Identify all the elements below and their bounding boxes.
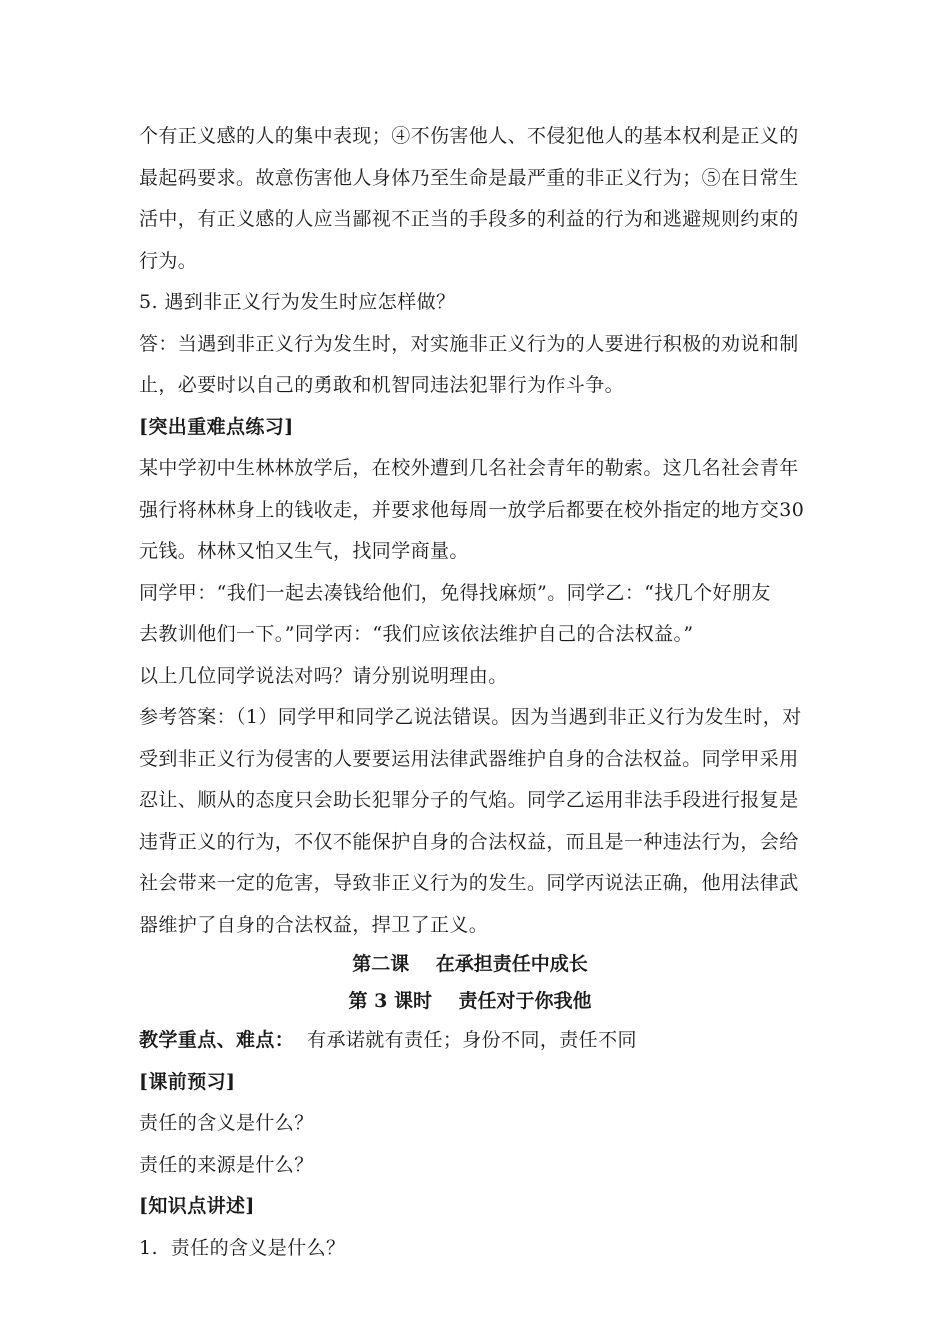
key-points-text: 有承诺就有责任；身份不同，责任不同 — [294, 1029, 637, 1051]
document-page — [139, 116, 805, 1269]
key-points-label: 教学重点、难点： — [139, 1029, 295, 1051]
paragraph-line: 活中，有正义感的人应当鄙视不正当的手段多的利益的行为和逃避规则约束的 — [139, 208, 799, 230]
paragraph-line: 某中学初中生林林放学后，在校外遭到几名社会青年的勒索。这几名社会青年 — [139, 457, 799, 479]
answer-line: 止，必要时以自己的勇敢和机智同违法犯罪行为作斗争。 — [139, 374, 625, 396]
preview-question: 责任的含义是什么？ — [139, 1112, 314, 1134]
paragraph-line: 同学甲：“我们一起去凑钱给他们，免得找麻烦”。同学乙：“找几个好朋友 — [139, 581, 771, 604]
section-heading-preview: [课前预习] — [139, 1070, 236, 1093]
knowledge-question: 1. 责任的含义是什么？ — [139, 1236, 346, 1259]
answer-line: 忍让、顺从的态度只会助长犯罪分子的气焰。同学乙运用非法手段进行报复是 — [139, 789, 799, 811]
answer-line: 器维护了自身的合法权益，捍卫了正义。 — [139, 913, 489, 936]
section-heading-practice: [突出重难点练习] — [139, 415, 294, 438]
paragraph-line: 元钱。林林又怕又生气，找同学商量。 — [139, 540, 469, 562]
section-heading-knowledge: [知识点讲述] — [139, 1195, 255, 1217]
lesson-title: 第二课 在承担责任中成长 — [352, 953, 588, 975]
answer-line: 社会带来一定的危害，导致非正义行为的发生。同学丙说法正确，他用法律武 — [139, 872, 799, 894]
answer-line: 受到非正义行为侵害的人要要运用法律武器维护自身的合法权益。同学甲采用 — [139, 747, 799, 770]
paragraph-line: 强行将林林身上的钱收走，并要求他每周一放学后都要在校外指定的地方交30 — [139, 498, 805, 521]
period-title: 第 3 课时 责任对于你我他 — [348, 990, 592, 1012]
question-line: 5. 遇到非正义行为发生时应怎样做？ — [139, 291, 456, 313]
paragraph-line: 最起码要求。故意伤害他人身体乃至生命是最严重的非正义行为；⑤在日常生 — [139, 166, 799, 189]
answer-line: 参考答案：（1）同学甲和同学乙说法错误。因为当遇到非正义行为发生时，对 — [139, 706, 802, 728]
key-points-row — [139, 1020, 801, 1062]
preview-question: 责任的来源是什么？ — [139, 1153, 314, 1176]
question-line: 以上几位同学说法对吗？请分别说明理由。 — [139, 664, 508, 687]
paragraph-line: 个有正义感的人的集中表现；④不伤害他人、不侵犯他人的基本权利是正义的 — [139, 125, 799, 147]
paragraph-line: 行为。 — [139, 249, 198, 272]
answer-line: 答：当遇到非正义行为发生时，对实施非正义行为的人要进行积极的劝说和制 — [139, 332, 799, 355]
paragraph-line: 去教训他们一下。”同学丙：“我们应该依法维护自己的合法权益。” — [139, 623, 694, 645]
answer-line: 违背正义的行为，不仅不能保护自身的合法权益，而且是一种违法行为，会给 — [139, 830, 799, 853]
